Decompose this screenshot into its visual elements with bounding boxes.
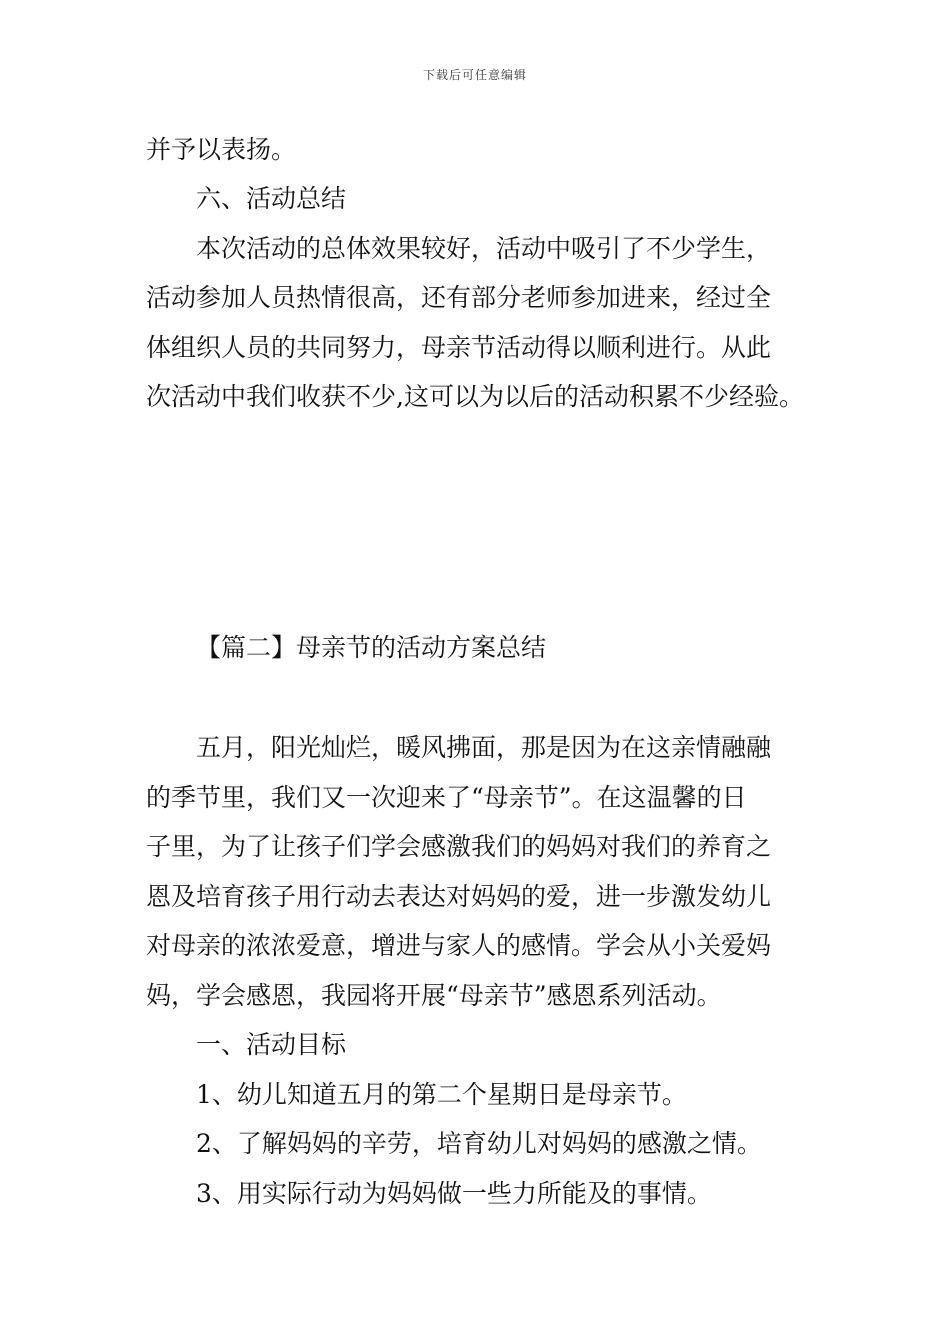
goal-item: 3、用实际行动为妈妈做一些力所能及的事情。 (196, 1179, 712, 1208)
summary-line: 次活动中我们收获不少,这可以为以后的活动积累不少经验。 (146, 382, 804, 411)
intro-line: 妈，学会感恩，我园将开展“母亲节”感恩系列活动。 (146, 981, 722, 1010)
summary-line: 体组织人员的共同努力，母亲节活动得以顺利进行。从此 (146, 333, 772, 362)
intro-line: 子里，为了让孩子们学会感激我们的妈妈对我们的养育之 (146, 832, 772, 861)
intro-line: 恩及培育孩子用行动去表达对妈妈的爱，进一步激发幼儿 (146, 882, 772, 911)
summary-line: 本次活动的总体效果较好，活动中吸引了不少学生， (196, 234, 772, 263)
intro-line: 五月，阳光灿烂，暖风拂面，那是因为在这亲情融融 (196, 733, 772, 762)
intro-line: 对母亲的浓浓爱意，增进与家人的感情。学会从小关爱妈 (146, 931, 772, 960)
paragraph-tail-line: 并予以表扬。 (146, 135, 297, 164)
section-heading-goals: 一、活动目标 (196, 1030, 347, 1059)
goal-item: 1、幼儿知道五月的第二个星期日是母亲节。 (196, 1080, 687, 1109)
goal-item: 2、了解妈妈的辛劳，培育幼儿对妈妈的感激之情。 (196, 1129, 762, 1158)
intro-line: 的季节里，我们又一次迎来了“母亲节”。在这温馨的日 (146, 783, 747, 812)
article-title: 【篇二】母亲节的活动方案总结 (196, 633, 547, 662)
page-header-note: 下载后可任意编辑 (422, 68, 527, 82)
summary-line: 活动参加人员热情很高，还有部分老师参加进来，经过全 (146, 283, 772, 312)
section-heading-summary: 六、活动总结 (196, 184, 347, 213)
